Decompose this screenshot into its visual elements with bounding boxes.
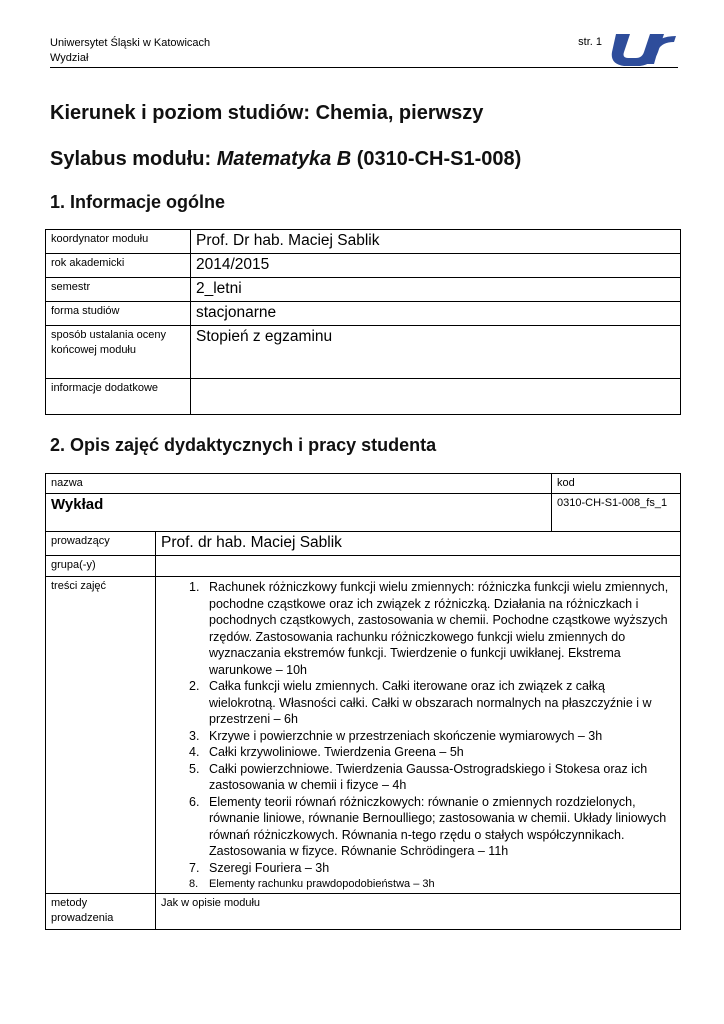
list-item: 1. Rachunek różniczkowy funkcji wielu zmiennych: różniczka funkcji wielu zmiennych, pochodne cząstkowe oraz ich związek z różniczką. Działania na różniczkach i pochodnych cząstkowych, zastosowania w chemii. Pochodne cząstkowe wyższych rzędów. Zastosowania rachunku różniczkowego funkcji wielu zmiennych do wyznaczania ekstremów funkcji. Twierdzenie o funkcji uwikłanej. Ekstrema warunkowe – 10h <box>189 580 669 677</box>
table-row <box>46 326 681 379</box>
row-label: semestr <box>46 278 191 302</box>
list-item: 5. Całki powierzchniowe. Twierdzenia Gaussa-Ostrogradskiego i Stokesa oraz ich zastosowania w chemii i fizyce – 4h <box>189 761 648 792</box>
row-label: rok akademicki <box>46 254 191 278</box>
group-label: grupa(-y) <box>46 556 156 577</box>
name-label: nazwa <box>46 474 552 494</box>
table-row <box>46 474 681 494</box>
syllabus-prefix: Sylabus modułu: <box>50 148 217 170</box>
table-row <box>46 278 681 302</box>
table-row <box>46 494 681 532</box>
general-info-table <box>45 229 681 415</box>
row-value: 2_letni <box>191 278 681 302</box>
header-left <box>50 36 210 66</box>
content-cell <box>156 577 681 894</box>
group-value <box>156 556 681 577</box>
study-direction-title: Kierunek i poziom studiów: Chemia, pierwszy <box>50 102 484 124</box>
table-row <box>46 230 681 254</box>
table-row <box>46 577 681 894</box>
university-name: Uniwersytet Śląski w Katowicach <box>50 37 211 49</box>
list-item: 3. Krzywe i powierzchnie w przestrzeniach skończenie wymiarowych – 3h <box>189 728 603 743</box>
code-label: kod <box>552 474 681 494</box>
table-row <box>46 379 681 415</box>
instructor-label: prowadzący <box>46 532 156 556</box>
table-row <box>46 893 681 929</box>
table-row <box>46 556 681 577</box>
table-row <box>46 254 681 278</box>
instructor-value: Prof. dr hab. Maciej Sablik <box>156 532 681 556</box>
row-label: forma studiów <box>46 302 191 326</box>
row-value <box>191 379 681 415</box>
section2-heading: 2. Opis zajęć dydaktycznych i pracy studenta <box>50 435 437 455</box>
topics-list <box>161 579 675 893</box>
class-name: Wykład <box>46 494 552 532</box>
row-label: sposób ustalania oceny końcowej modułu <box>46 326 191 379</box>
list-item: 6. Elementy teorii równań różniczkowych: równanie o zmiennych rozdzielonych, równanie liniowe, równanie Bernoulliego; zastosowania w chemii. Układy liniowych równań różniczkowych. Równania n-tego rzędu o stałych współczynnikach. Zastosowania w fizyce. Równanie Schrödingera – 11h <box>189 794 667 858</box>
list-item: 2. Całka funkcji wielu zmiennych. Całki iterowane oraz ich związek z całką wielokrotną. Własności całki. Całki w obszarach normalnych na płaszczyźnie i w przestrzeni – 6h <box>189 679 652 726</box>
university-logo-icon <box>610 30 678 68</box>
content-label: treści zajęć <box>46 577 156 894</box>
classes-table <box>45 473 681 930</box>
row-value: 2014/2015 <box>191 254 681 278</box>
table-row <box>46 302 681 326</box>
syllabus-title <box>50 148 521 171</box>
row-value: Stopień z egzaminu <box>191 326 681 379</box>
class-code: 0310-CH-S1-008_fs_1 <box>552 494 681 532</box>
section1-heading: 1. Informacje ogólne <box>50 192 226 212</box>
methods-value: Jak w opisie modułu <box>156 893 681 929</box>
list-item: 8. Elementy rachunku prawdopodobieństwa – 3h <box>189 878 435 890</box>
faculty-name: Wydział <box>50 52 89 64</box>
row-value: Prof. Dr hab. Maciej Sablik <box>191 230 681 254</box>
page-header <box>50 34 678 68</box>
list-item: 4. Całki krzywoliniowe. Twierdzenia Greena – 5h <box>189 745 464 759</box>
list-item: 7. Szeregi Fouriera – 3h <box>189 860 330 875</box>
row-label: koordynator modułu <box>46 230 191 254</box>
module-name: Matematyka B <box>216 148 352 170</box>
row-label: informacje dodatkowe <box>46 379 191 415</box>
page-number: str. 1 <box>578 36 602 48</box>
module-code: (0310-CH-S1-008) <box>351 148 522 170</box>
table-row <box>46 532 681 556</box>
methods-label: metody prowadzenia <box>46 893 156 929</box>
row-value: stacjonarne <box>191 302 681 326</box>
